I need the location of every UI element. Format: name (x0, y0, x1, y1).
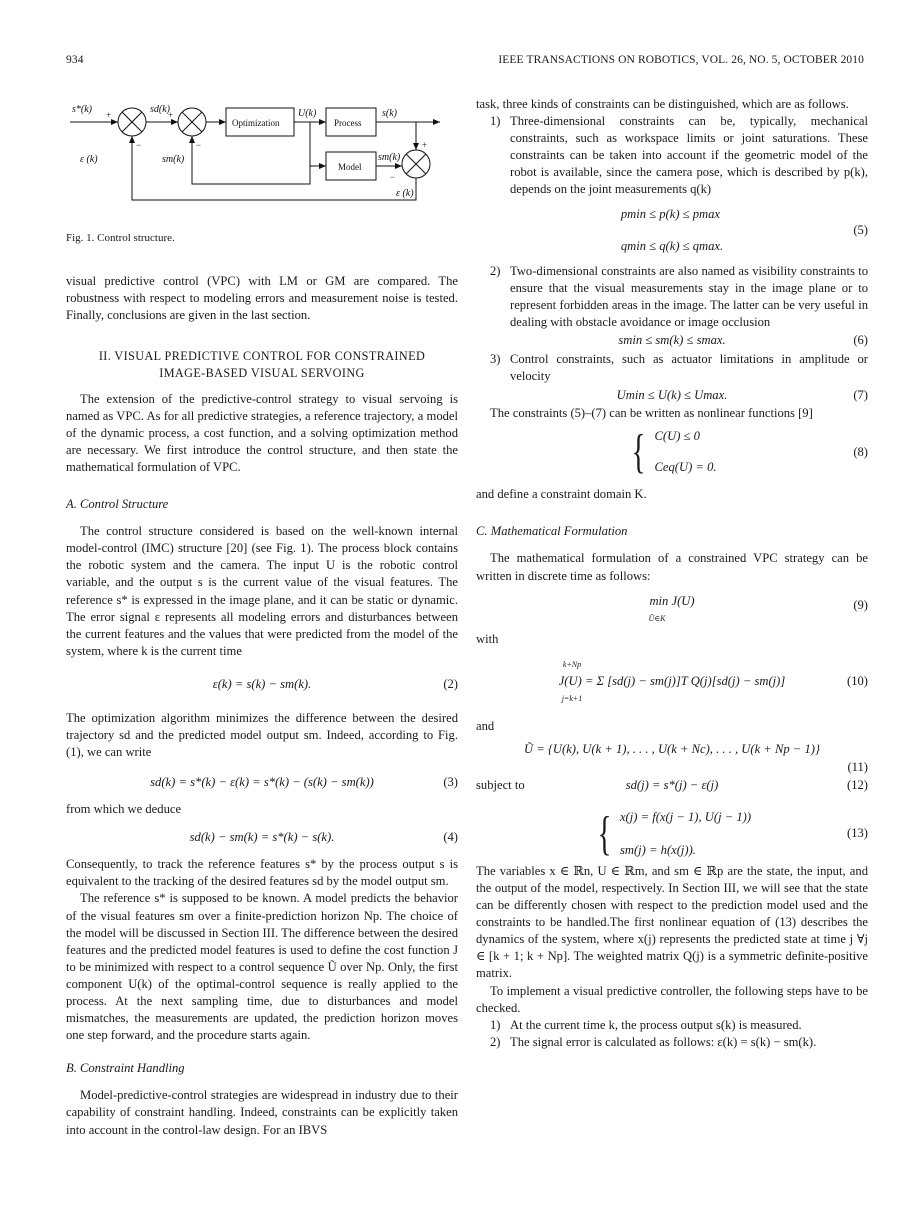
sign-plus-2: + (168, 110, 174, 120)
sign-minus-1: − (136, 140, 142, 150)
equation-9 (476, 595, 868, 625)
paragraph-tracking: Consequently, to track the reference features s* by the process output s is equivalent to the tracking of the desired features sd by the model output sm. (66, 857, 458, 889)
subsection-c-title: C. Mathematical Formulation (476, 524, 628, 539)
list-item-text: The signal error is calculated as follows: ε(k) = s(k) − sm(k). (510, 1034, 817, 1049)
paragraph-nonlinear: The constraints (5)–(7) can be written as nonlinear functions [9] (490, 406, 813, 421)
equation-8b: Ceq(U) = 0. (654, 460, 717, 475)
equation-8a: C(U) ≤ 0 (654, 429, 700, 444)
label-proc: Process (334, 118, 362, 128)
sign-plus-3: + (422, 140, 428, 150)
list-item-number: 3) (490, 351, 501, 366)
equation-10 (476, 656, 868, 708)
paragraph-deduce: from which we deduce (66, 802, 182, 817)
equation-3-number: (3) (443, 774, 458, 789)
label-sm-top: sm(k) (378, 152, 401, 163)
list-item-text: Two-dimensional constraints are also named as visibility constraints to ensure that the visual measurements stay in the image plane or to represent forbidden areas in the image. The latter can be very useful in dealing with obstacle avoidance or image occlusion (510, 263, 868, 329)
equation-12 (476, 777, 868, 795)
equation-9-body: min J(U) (649, 593, 695, 608)
paragraph-control-structure: The control structure considered is based on the well-known internal model-control (IMC) structure [20] (see Fig. 1). The process block contains the robotic system and the camera. The input U is the robotic control variable, and the output s is the current value of the visual features. The reference s* is expressed in the image plane, and it can be static or dynamic. The error signal ε represents all modeling errors and disturbances between the current features and the values that were predicted from the model of the system, where k is the current time (66, 524, 458, 658)
equation-10-number: (10) (847, 674, 868, 689)
equation-13a: x(j) = f(x(j − 1), U(j − 1)) (619, 809, 752, 824)
equation-11-number: (11) (847, 759, 868, 774)
equation-4-body: sd(k) − sm(k) = s*(k) − s(k). (189, 829, 335, 844)
equation-2-body: ε(k) = s(k) − sm(k). (212, 677, 312, 692)
label-uk: U(k) (298, 108, 317, 119)
text-subject-to: subject to (476, 777, 525, 792)
list-item (476, 113, 868, 198)
equation-6-number: (6) (853, 333, 868, 348)
list-item (476, 263, 868, 331)
label-model: Model (338, 162, 362, 172)
equation-5 (476, 203, 868, 259)
equation-12-number: (12) (847, 778, 868, 793)
equation-6 (476, 331, 868, 351)
sign-minus-3: − (390, 172, 396, 182)
page-number: 934 (66, 54, 84, 66)
equation-13 (476, 805, 868, 863)
equation-5-number: (5) (853, 223, 868, 238)
paragraph-domain: and define a constraint domain K. (476, 487, 647, 502)
left-brace: { (597, 806, 612, 860)
equation-2-number: (2) (443, 677, 458, 692)
constraint-list (476, 113, 868, 198)
equation-4-number: (4) (443, 829, 458, 844)
equation-10-top: k+Np (562, 660, 582, 670)
equation-8-number: (8) (853, 444, 868, 459)
list-item-number: 1) (490, 1017, 501, 1032)
paragraph-constraint-kinds: task, three kinds of constraints can be distinguished, which are as follows. (476, 97, 849, 111)
label-eps-right: ε (k) (396, 188, 414, 199)
label-sk: s(k) (382, 108, 397, 119)
intro-paragraph: visual predictive control (VPC) with LM or GM are compared. The robustness with respect to modeling errors and measurement noise is tested. Finally, conclusions are given in the last section. (66, 274, 458, 323)
list-item (476, 1017, 868, 1034)
label-sm-bot: sm(k) (162, 154, 185, 165)
paragraph-optimization: The optimization algorithm minimizes the difference between the desired trajectory sd and the predicted model output sm. Indeed, according to Fig. (1), we can write (66, 710, 458, 760)
paragraph-formulation: The mathematical formulation of a constrained VPC strategy can be written in discrete time as follows: (476, 551, 868, 583)
constraint-list-2 (476, 263, 868, 331)
equation-8 (476, 426, 868, 478)
equation-13-number: (13) (847, 826, 868, 841)
label-s-star: s*(k) (72, 104, 92, 115)
list-item-number: 1) (490, 114, 501, 129)
equation-11-body: Ũ = {U(k), U(k + 1), . . . , U(k + Nc), . . . , U(k + Np − 1)} (524, 741, 820, 756)
equation-5a: pmin ≤ p(k) ≤ pmax (620, 207, 721, 222)
equation-7-body: Umin ≤ U(k) ≤ Umax. (616, 387, 728, 402)
equation-12-body: sd(j) = s*(j) − ε(j) (625, 778, 719, 793)
label-opt: Optimization (232, 118, 280, 128)
equation-5b: qmin ≤ q(k) ≤ qmax. (620, 238, 724, 253)
equation-11 (476, 741, 868, 777)
list-item-text: At the current time k, the process output s(k) is measured. (510, 1017, 802, 1032)
paragraph-vpc: The extension of the predictive-control strategy to visual servoing is named as VPC. As for all predictive strategies, a reference trajectory, a model of the dynamic process, a cost function, and a solving optimization method are necessary. We first introduce the control structure, and then state the mathematical formulation of VPC. (66, 391, 458, 474)
list-item (476, 1034, 868, 1051)
paragraph-reference: The reference s* is supposed to be known. A model predicts the behavior of the visual features sm over a finite-prediction horizon Np. The choice of the model will be discussed in Section III. The difference between the desired features and the predicted model features is used to define the cost function J to be minimized with respect to a control sequence Ũ over Np. Only, the first component U(k) of the optimal-control sequence is really applied to the process. At the next sampling time, due to disturbances and model mismatches, the measurements are updated, the prediction horizon moves one step forward, and the procedure starts again. (66, 891, 458, 1043)
paragraph-implement: To implement a visual predictive controller, the following steps have to be checked. (476, 983, 868, 1015)
sign-plus-1: + (106, 110, 112, 120)
figure-caption: Fig. 1. Control structure. (66, 232, 175, 244)
right-column (476, 96, 868, 1051)
equation-10-body: J(U) = Σ [sd(j) − sm(j)]T Q(j)[sd(j) − sm(j)] (558, 674, 786, 689)
paragraph-variables: The variables x ∈ ℝn, U ∈ ℝm, and sm ∈ ℝp are the state, the input, and the output of the model, respectively. In Section III, we will see that the state can be differently chosen with respect to the prediction model used and the constraints to be handled.The first nonlinear equation of (13) describes the dynamics of the system, where x(j) represents the predicted state at time j ∀j ∈ [k + 1; k + Np]. The weighted matrix Q(j) is a symmetric definite-positive matrix. (476, 863, 868, 981)
text-and: and (476, 718, 495, 733)
equation-9-sub: Ũ∈K (648, 613, 666, 623)
equation-2 (66, 672, 458, 698)
equation-3 (66, 769, 458, 795)
equation-10-bottom: j=k+1 (561, 694, 583, 704)
equation-3-body: sd(k) = s*(k) − ε(k) = s*(k) − (s(k) − sm(k)) (150, 774, 374, 789)
equation-13b: sm(j) = h(x(j)). (619, 842, 696, 857)
running-header: IEEE TRANSACTIONS ON ROBOTICS, VOL. 26, NO. 5, OCTOBER 2010 (498, 54, 864, 66)
left-column (66, 96, 458, 1139)
label-eps-left: ε (k) (80, 154, 98, 165)
label-sd: sd(k) (150, 104, 170, 115)
text-with: with (476, 631, 499, 646)
equation-7-number: (7) (853, 387, 868, 402)
list-item-number: 2) (490, 1034, 501, 1049)
left-brace: { (632, 425, 646, 479)
control-structure-diagram (66, 96, 458, 214)
steps-list (476, 1017, 868, 1051)
constraint-list-3 (476, 351, 868, 385)
list-item (476, 351, 868, 385)
subsection-b-title: B. Constraint Handling (66, 1061, 185, 1076)
list-item-text: Three-dimensional constraints can be, typically, mechanical constraints, such as workspace limits or joint saturations. These constraints can be taken into account if the geometric model of the robot is available, since the camera pose, which is described by p(k), depends on the joint measurements q(k) (510, 114, 868, 197)
equation-4 (66, 824, 458, 850)
list-item-text: Control constraints, such as actuator limitations in amplitude or velocity (510, 351, 868, 384)
sign-minus-2: − (196, 140, 202, 150)
section-title-line1: II. VISUAL PREDICTIVE CONTROL FOR CONSTRAINED (98, 349, 426, 364)
list-item-number: 2) (490, 263, 501, 278)
equation-6-body: smin ≤ sm(k) ≤ smax. (618, 333, 726, 348)
section-title-line2: IMAGE-BASED VISUAL SERVOING (159, 366, 365, 381)
equation-7 (476, 385, 868, 405)
paragraph-constraint-handling: Model-predictive-control strategies are widespread in industry due to their capability of constraint handling. Indeed, constraints can be explicitly taken into account in the control-law design. For an IBVS (66, 1088, 458, 1137)
equation-9-number: (9) (853, 597, 868, 612)
subsection-a-title: A. Control Structure (66, 497, 169, 512)
